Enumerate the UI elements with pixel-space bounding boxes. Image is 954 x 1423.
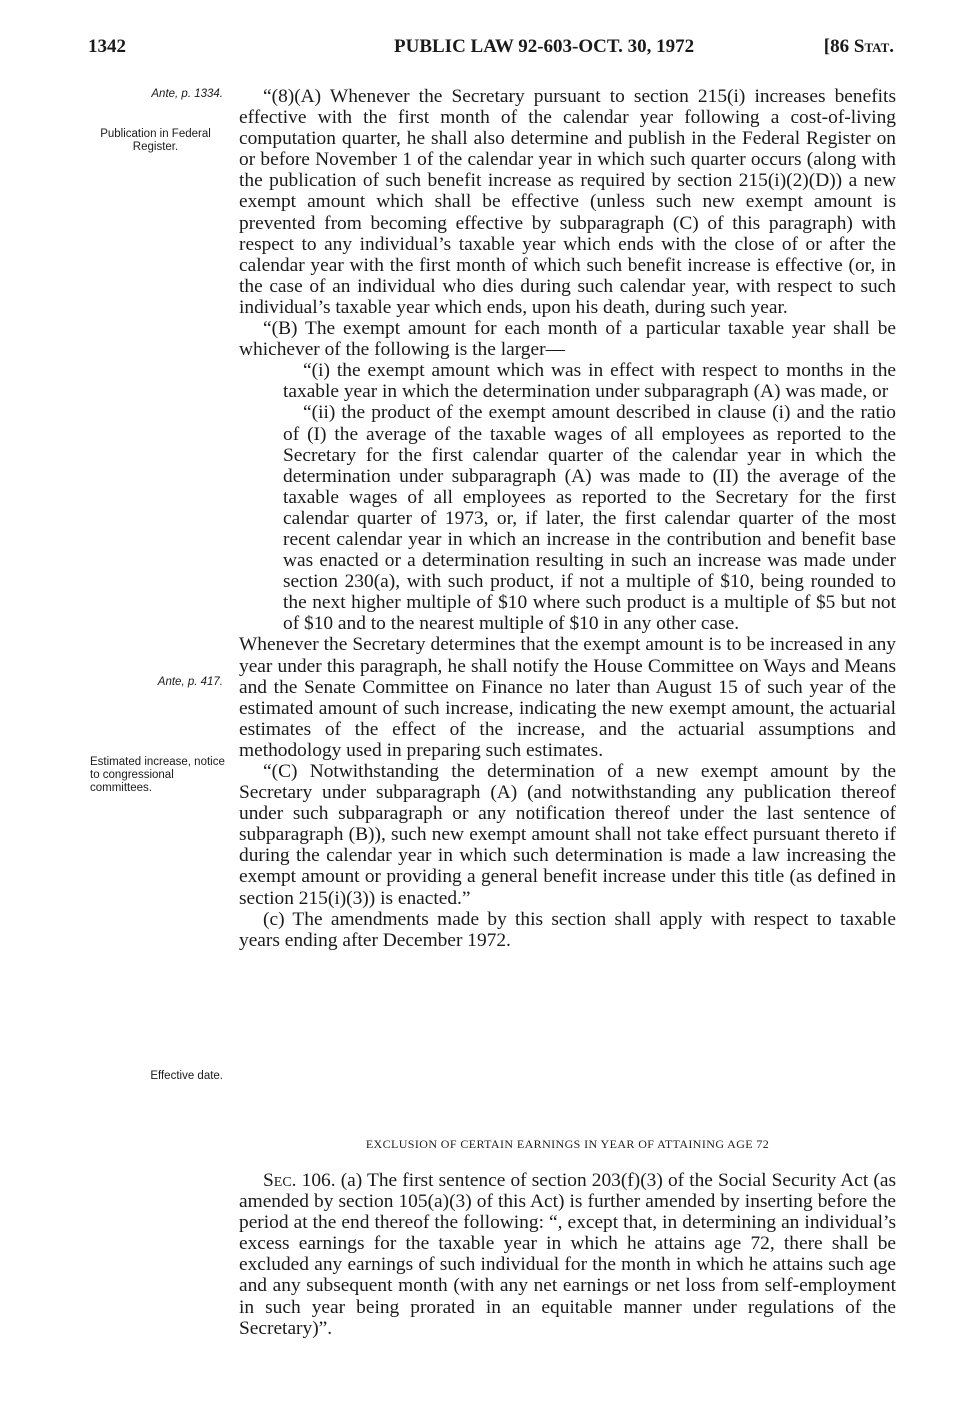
margin-note-estimated-increase: Estimated increase, notice to congressional committees. (90, 756, 225, 794)
paragraph-b: “(B) The exempt amount for each month of a particular taxable year shall be whichever of the following is the larger— (239, 318, 896, 361)
subsection-c-effective: (c) The amendments made by this section shall apply with respect to taxable years ending after December 1972. (239, 908, 896, 951)
clause-i: “(i) the exempt amount which was in effect with respect to months in the taxable year in which the determination under subparagraph (A) was made, or (283, 360, 896, 403)
margin-note-effective-date: Effective date. (150, 1070, 223, 1082)
section-106 (239, 1170, 896, 1339)
margin-note-ante-417: Ante, p. 417. (157, 676, 223, 688)
section-label: Sec. (263, 1170, 297, 1191)
running-title: PUBLIC LAW 92-603-OCT. 30, 1972 (394, 36, 695, 57)
statute-word: Stat. (853, 36, 894, 57)
paragraph-8a: “(8)(A) Whenever the Secretary pursuant to section 215(i) increases benefits effective with the first month of the calendar year following a cost-of-living computation quarter, he shall also determine and publish in the Federal Register on or before November 1 of the calendar year in which such quarter occurs (along with the publication of such benefit increase as required by section 215(i)(2)(D)) a new exempt amount which shall be effective (unless such new exempt amount is prevented from becoming effective by subparagraph (C) of this paragraph) with respect to any individual’s taxable year which ends with the close of or after the calendar year with the first month of which such benefit increase is effective (or, in the case of an individual who dies during such calendar year, with respect to such individual’s taxable year which ends, upon his death, during such year. (239, 86, 896, 318)
section-106-text: 106. (a) The first sentence of section 203(f)(3) of the Social Security Act (as amended by section 105(a)(3) of this Act) is further amended by inserting before the period at the end thereof the following: “, except that, in determining an individual’s excess earnings for the taxable year in which he attains age 72, there shall be excluded any earnings of such individual for the month in which he attains such age and any subsequent month (with any net earnings or net loss from self-employment in such year being prorated in an equitable manner under regulations of the Secretary)”. (239, 1170, 896, 1339)
margin-note-publication: Publication in Federal Register. (100, 128, 211, 153)
page-header (88, 36, 894, 62)
paragraph-c: “(C) Notwithstanding the determination of a new exempt amount by the Secretary under subparagraph (A) (and notwithstanding any publication thereof under such subparagraph or any notification thereof under the last sentence of subparagraph (B)), such new exempt amount shall not take effect pursuant thereto if during the calendar year in which such determination is made a law increasing the exempt amount or providing a general benefit increase under this title (as defined in section 215(i)(3)) is enacted.” (239, 761, 896, 909)
statute-reference (824, 36, 894, 58)
body-lower (239, 1170, 896, 1339)
page-number: 1342 (88, 36, 126, 57)
body-upper (239, 86, 896, 951)
paragraph-whenever: Whenever the Secretary determines that the exempt amount is to be increased in any year under this paragraph, he shall notify the House Committee on Ways and Means and the Senate Committee on Finance no later than August 15 of such year of the estimated amount of such increase, indicating the new exempt amount, the actuarial estimates of the effect of the increase, and the actuarial assumptions and methodology used in preparing such estimates. (239, 634, 896, 761)
section-heading: EXCLUSION OF CERTAIN EARNINGS IN YEAR OF ATTAINING AGE 72 (365, 1137, 770, 1151)
statute-volume: [86 (823, 36, 850, 57)
clause-ii: “(ii) the product of the exempt amount described in clause (i) and the ratio of (I) the average of the taxable wages of all employees as reported to the Secretary for the first calendar quarter of the calendar year in which the determination under subparagraph (A) was made to (II) the average of the taxable wages of all employees as reported to the Secretary for the first calendar quarter of 1973, or, if later, the first calendar quarter of the most recent calendar year in which an increase in the contribution and benefit base was enacted or a determination resulting in such an increase was made under section 230(a), with such product, if not a multiple of $10, being rounded to the next higher multiple of $10 where such product is a multiple of $5 but not of $10 and to the nearest multiple of $10 in any other case. (283, 402, 896, 635)
margin-note-ante-1334: Ante, p. 1334. (151, 88, 223, 100)
